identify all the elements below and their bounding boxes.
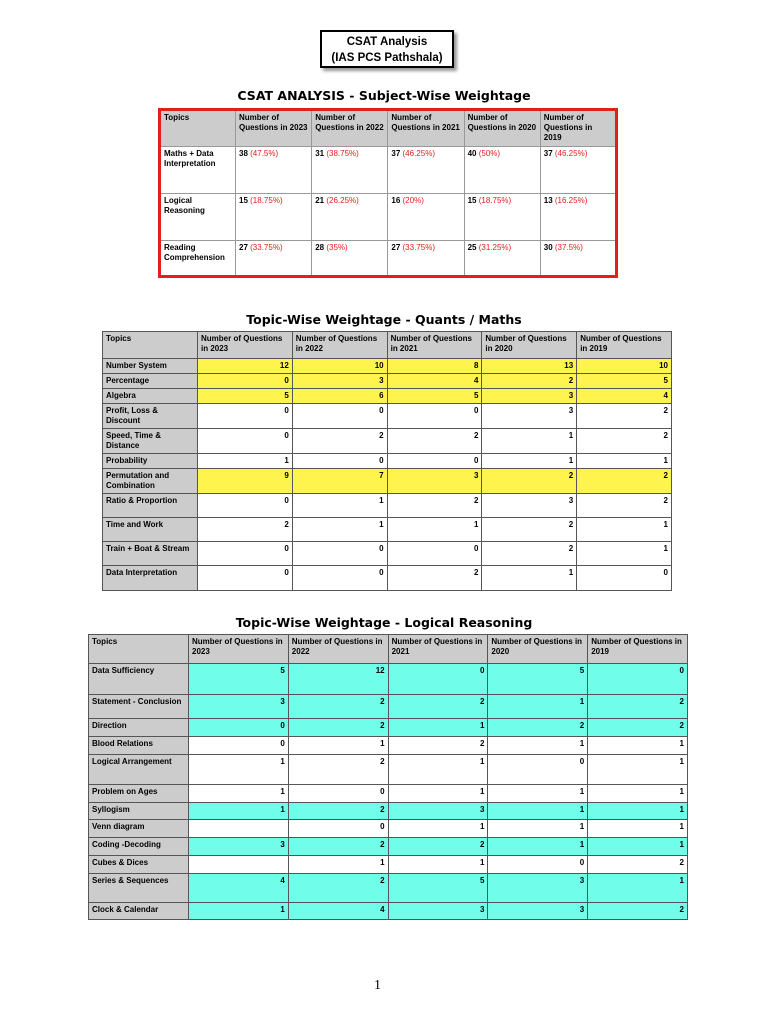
subject-wise-table xyxy=(158,108,618,278)
percentage-value: (33.75%) xyxy=(402,243,435,252)
question-count: 27 xyxy=(391,243,401,252)
value-cell: 1 xyxy=(388,719,488,737)
topic-cell: Maths + Data Interpretation xyxy=(160,147,236,194)
value-cell: 10 xyxy=(292,359,387,374)
table-row xyxy=(89,719,688,737)
topic-cell: Clock & Calendar xyxy=(89,903,189,920)
value-cell: 2 xyxy=(388,838,488,856)
count-cell xyxy=(312,241,388,277)
topic-cell: Probability xyxy=(103,454,198,469)
value-cell: 1 xyxy=(577,542,672,566)
value-cell: 10 xyxy=(577,359,672,374)
question-count: 15 xyxy=(467,196,477,205)
topic-cell: Speed, Time & Distance xyxy=(103,429,198,454)
value-cell: 0 xyxy=(198,566,293,591)
table-row xyxy=(103,454,672,469)
percentage-value: (26.25%) xyxy=(326,196,359,205)
table-row xyxy=(89,664,688,695)
table-row xyxy=(160,194,617,241)
value-cell: 2 xyxy=(588,856,688,874)
value-cell: 2 xyxy=(288,695,388,719)
question-count: 25 xyxy=(467,243,477,252)
value-cell: 0 xyxy=(488,755,588,785)
column-header: Number of Questions in 2022 xyxy=(288,635,388,664)
value-cell: 3 xyxy=(387,469,482,494)
value-cell: 1 xyxy=(588,737,688,755)
table-row xyxy=(89,903,688,920)
column-header: Topics xyxy=(103,332,198,359)
value-cell: 3 xyxy=(292,374,387,389)
count-cell xyxy=(464,194,540,241)
column-header: Number of Questions in 2019 xyxy=(577,332,672,359)
topic-cell: Blood Relations xyxy=(89,737,189,755)
table-row xyxy=(103,494,672,518)
value-cell: 3 xyxy=(388,803,488,820)
value-cell: 2 xyxy=(482,518,577,542)
value-cell: 1 xyxy=(292,494,387,518)
topic-cell: Profit, Loss & Discount xyxy=(103,404,198,429)
column-header: Number of Questions in 2023 xyxy=(189,635,289,664)
value-cell: 6 xyxy=(292,389,387,404)
value-cell: 0 xyxy=(288,820,388,838)
value-cell: 2 xyxy=(388,695,488,719)
value-cell: 1 xyxy=(488,820,588,838)
value-cell: 3 xyxy=(488,874,588,903)
count-cell xyxy=(312,194,388,241)
value-cell: 0 xyxy=(387,542,482,566)
topic-cell: Statement - Conclusion xyxy=(89,695,189,719)
value-cell: 1 xyxy=(388,755,488,785)
topic-cell: Number System xyxy=(103,359,198,374)
value-cell: 1 xyxy=(482,454,577,469)
value-cell: 3 xyxy=(482,404,577,429)
column-header: Topics xyxy=(160,110,236,147)
table-row xyxy=(89,838,688,856)
value-cell: 0 xyxy=(588,664,688,695)
value-cell: 1 xyxy=(588,874,688,903)
maths-topic-table xyxy=(102,331,672,591)
value-cell: 1 xyxy=(189,755,289,785)
value-cell: 1 xyxy=(387,518,482,542)
column-header: Number of Questions in 2020 xyxy=(482,332,577,359)
value-cell: 9 xyxy=(198,469,293,494)
value-cell: 2 xyxy=(588,903,688,920)
count-cell xyxy=(388,147,464,194)
value-cell: 2 xyxy=(388,737,488,755)
value-cell: 1 xyxy=(388,820,488,838)
value-cell: 5 xyxy=(577,374,672,389)
value-cell: 4 xyxy=(387,374,482,389)
value-cell: 1 xyxy=(488,838,588,856)
value-cell: 4 xyxy=(189,874,289,903)
value-cell: 1 xyxy=(189,803,289,820)
value-cell: 1 xyxy=(388,856,488,874)
value-cell: 2 xyxy=(288,803,388,820)
reasoning-heading: Topic-Wise Weightage - Logical Reasoning xyxy=(235,615,533,630)
topic-cell: Time and Work xyxy=(103,518,198,542)
percentage-value: (16.25%) xyxy=(554,196,588,205)
table-row xyxy=(89,874,688,903)
value-cell: 2 xyxy=(482,374,577,389)
value-cell: 1 xyxy=(482,566,577,591)
value-cell: 0 xyxy=(189,719,289,737)
question-count: 13 xyxy=(543,196,553,205)
value-cell: 0 xyxy=(288,785,388,803)
value-cell xyxy=(189,820,289,838)
percentage-value: (35%) xyxy=(326,243,348,252)
value-cell: 13 xyxy=(482,359,577,374)
table-row xyxy=(89,737,688,755)
document-title: CSAT Analysis xyxy=(346,36,428,48)
value-cell: 1 xyxy=(388,785,488,803)
document-subtitle: (IAS PCS Pathshala) xyxy=(331,52,443,64)
question-count: 30 xyxy=(543,243,553,252)
value-cell: 2 xyxy=(482,469,577,494)
value-cell: 0 xyxy=(198,374,293,389)
reasoning-topic-table xyxy=(88,634,688,920)
percentage-value: (18.75%) xyxy=(478,196,512,205)
count-cell xyxy=(236,147,312,194)
value-cell: 1 xyxy=(588,838,688,856)
value-cell: 7 xyxy=(292,469,387,494)
column-header: Number of Questions in 2021 xyxy=(388,110,464,147)
page-number: 1 xyxy=(374,978,381,993)
topic-cell: Syllogism xyxy=(89,803,189,820)
table-row xyxy=(103,469,672,494)
document-title-box xyxy=(320,30,454,68)
value-cell: 0 xyxy=(488,856,588,874)
value-cell: 3 xyxy=(388,903,488,920)
table-row xyxy=(89,856,688,874)
count-cell xyxy=(388,241,464,277)
question-count: 21 xyxy=(315,196,325,205)
value-cell xyxy=(189,856,289,874)
value-cell: 5 xyxy=(488,664,588,695)
column-header: Number of Questions in 2021 xyxy=(388,635,488,664)
topic-cell: Direction xyxy=(89,719,189,737)
column-header: Number of Questions in 2020 xyxy=(488,635,588,664)
value-cell: 0 xyxy=(198,404,293,429)
table-row xyxy=(89,785,688,803)
topic-cell: Data Interpretation xyxy=(103,566,198,591)
value-cell: 5 xyxy=(198,389,293,404)
value-cell: 1 xyxy=(189,785,289,803)
value-cell: 0 xyxy=(387,454,482,469)
value-cell: 1 xyxy=(488,785,588,803)
topic-cell: Data Sufficiency xyxy=(89,664,189,695)
value-cell: 1 xyxy=(588,755,688,785)
question-count: 37 xyxy=(543,149,553,158)
column-header: Number of Questions in 2020 xyxy=(464,110,540,147)
topic-cell: Algebra xyxy=(103,389,198,404)
value-cell: 1 xyxy=(288,737,388,755)
count-cell xyxy=(236,241,312,277)
table-row xyxy=(103,429,672,454)
table-row xyxy=(103,542,672,566)
value-cell: 0 xyxy=(189,737,289,755)
table-row xyxy=(103,566,672,591)
value-cell: 2 xyxy=(387,429,482,454)
value-cell: 1 xyxy=(577,454,672,469)
value-cell: 1 xyxy=(588,803,688,820)
topic-cell: Problem on Ages xyxy=(89,785,189,803)
percentage-value: (47.5%) xyxy=(250,149,279,158)
percentage-value: (18.75%) xyxy=(250,196,283,205)
topic-cell: Percentage xyxy=(103,374,198,389)
value-cell: 5 xyxy=(388,874,488,903)
value-cell: 3 xyxy=(488,903,588,920)
question-count: 40 xyxy=(467,149,477,158)
value-cell: 3 xyxy=(189,695,289,719)
value-cell: 2 xyxy=(577,469,672,494)
value-cell: 0 xyxy=(292,542,387,566)
value-cell: 1 xyxy=(198,454,293,469)
column-header: Number of Questions in 2023 xyxy=(198,332,293,359)
question-count: 31 xyxy=(315,149,325,158)
column-header: Topics xyxy=(89,635,189,664)
value-cell: 5 xyxy=(189,664,289,695)
value-cell: 1 xyxy=(588,785,688,803)
value-cell: 4 xyxy=(288,903,388,920)
value-cell: 0 xyxy=(198,429,293,454)
value-cell: 2 xyxy=(387,566,482,591)
value-cell: 2 xyxy=(292,429,387,454)
subject-wise-heading: CSAT ANALYSIS - Subject-Wise Weightage xyxy=(237,88,531,103)
question-count: 27 xyxy=(239,243,248,252)
value-cell: 3 xyxy=(482,389,577,404)
count-cell xyxy=(388,194,464,241)
value-cell: 2 xyxy=(288,755,388,785)
table-row xyxy=(89,803,688,820)
value-cell: 2 xyxy=(387,494,482,518)
topic-cell: Logical Arrangement xyxy=(89,755,189,785)
table-row xyxy=(103,518,672,542)
value-cell: 2 xyxy=(288,838,388,856)
value-cell: 1 xyxy=(588,820,688,838)
value-cell: 8 xyxy=(387,359,482,374)
topic-cell: Permutation and Combination xyxy=(103,469,198,494)
topic-cell: Train + Boat & Stream xyxy=(103,542,198,566)
percentage-value: (37.5%) xyxy=(554,243,583,252)
value-cell: 2 xyxy=(577,494,672,518)
percentage-value: (50%) xyxy=(478,149,501,158)
value-cell: 2 xyxy=(588,695,688,719)
value-cell: 2 xyxy=(198,518,293,542)
question-count: 16 xyxy=(391,196,401,205)
column-header: Number of Questions in 2021 xyxy=(387,332,482,359)
table-row xyxy=(89,820,688,838)
value-cell: 1 xyxy=(488,695,588,719)
value-cell: 3 xyxy=(189,838,289,856)
value-cell: 1 xyxy=(577,518,672,542)
table-row xyxy=(160,241,617,277)
percentage-value: (31.25%) xyxy=(478,243,512,252)
topic-cell: Series & Sequences xyxy=(89,874,189,903)
value-cell: 0 xyxy=(577,566,672,591)
maths-heading: Topic-Wise Weightage - Quants / Maths xyxy=(246,312,522,327)
percentage-value: (38.75%) xyxy=(326,149,359,158)
count-cell xyxy=(540,147,616,194)
value-cell: 0 xyxy=(292,404,387,429)
percentage-value: (33.75%) xyxy=(250,243,283,252)
topic-cell: Cubes & Dices xyxy=(89,856,189,874)
table-row xyxy=(89,755,688,785)
percentage-value: (46.25%) xyxy=(554,149,588,158)
value-cell: 2 xyxy=(588,719,688,737)
value-cell: 2 xyxy=(288,874,388,903)
column-header: Number of Questions in 2022 xyxy=(312,110,388,147)
value-cell: 1 xyxy=(488,803,588,820)
value-cell: 12 xyxy=(198,359,293,374)
value-cell: 1 xyxy=(488,737,588,755)
table-row xyxy=(103,359,672,374)
column-header: Number of Questions in 2019 xyxy=(588,635,688,664)
percentage-value: (20%) xyxy=(402,196,424,205)
table-row xyxy=(103,404,672,429)
count-cell xyxy=(464,241,540,277)
value-cell: 1 xyxy=(482,429,577,454)
value-cell: 3 xyxy=(482,494,577,518)
topic-cell: Venn diagram xyxy=(89,820,189,838)
count-cell xyxy=(540,241,616,277)
topic-cell: Ratio & Proportion xyxy=(103,494,198,518)
percentage-value: (46.25%) xyxy=(402,149,435,158)
table-row xyxy=(160,147,617,194)
question-count: 38 xyxy=(239,149,248,158)
value-cell: 2 xyxy=(577,404,672,429)
table-row xyxy=(89,695,688,719)
topic-cell: Coding -Decoding xyxy=(89,838,189,856)
count-cell xyxy=(236,194,312,241)
value-cell: 4 xyxy=(577,389,672,404)
value-cell: 2 xyxy=(288,719,388,737)
question-count: 15 xyxy=(239,196,248,205)
table-row xyxy=(103,389,672,404)
value-cell: 1 xyxy=(292,518,387,542)
question-count: 28 xyxy=(315,243,325,252)
value-cell: 0 xyxy=(198,542,293,566)
column-header: Number of Questions in 2019 xyxy=(540,110,616,147)
column-header: Number of Questions in 2023 xyxy=(236,110,312,147)
value-cell: 0 xyxy=(388,664,488,695)
value-cell: 2 xyxy=(482,542,577,566)
count-cell xyxy=(540,194,616,241)
column-header: Number of Questions in 2022 xyxy=(292,332,387,359)
table-row xyxy=(103,374,672,389)
value-cell: 5 xyxy=(387,389,482,404)
count-cell xyxy=(312,147,388,194)
value-cell: 2 xyxy=(488,719,588,737)
value-cell: 1 xyxy=(189,903,289,920)
count-cell xyxy=(464,147,540,194)
value-cell: 2 xyxy=(577,429,672,454)
value-cell: 12 xyxy=(288,664,388,695)
topic-cell: Logical Reasoning xyxy=(160,194,236,241)
value-cell: 0 xyxy=(292,566,387,591)
topic-cell: Reading Comprehension xyxy=(160,241,236,277)
value-cell: 0 xyxy=(198,494,293,518)
value-cell: 1 xyxy=(288,856,388,874)
value-cell: 0 xyxy=(292,454,387,469)
value-cell: 0 xyxy=(387,404,482,429)
question-count: 37 xyxy=(391,149,401,158)
